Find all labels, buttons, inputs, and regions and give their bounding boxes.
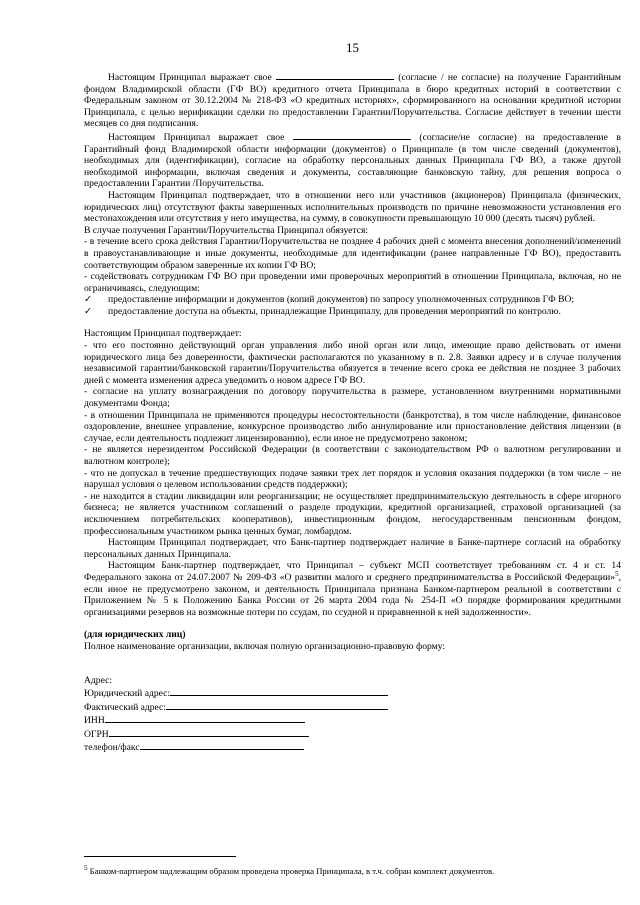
information-consent-blank[interactable]	[293, 130, 411, 140]
inn-field[interactable]	[105, 713, 305, 723]
actual-address-field[interactable]	[166, 700, 388, 710]
bank-msp-text-continued: , если иное не предусмотрено законом, и деятельность Принципала признана Банком-партнером реальной в соответствии с Приложением № 5 к Положению Банка России от 26 марта 2004 года № 254-П «О порядке формирования кредитными организациями резервов на возможные потери по ссудам, по ссудной и приравненной к ней задолженности».	[84, 571, 621, 618]
credit-report-consent-paragraph	[84, 70, 621, 130]
footnote-reference[interactable]: 5	[615, 569, 619, 578]
obligation-item: - в течение всего срока действия Гарантии/Поручительства не позднее 4 рабочих дней с момента внесения дополнений/изменений в правоустанавливающие и иные документы, необходимые для идентификации (ранее направленные ГФ ВО), предоставить соответствующим образом заверенные их копии ГФ ВО;	[84, 236, 621, 271]
inn-label: ИНН	[84, 715, 105, 727]
ogrn-row	[84, 727, 621, 741]
legal-address-row	[84, 686, 621, 700]
inn-row	[84, 713, 621, 727]
checklist-item-text: предоставление информации и документов (копий документов) по запросу уполномоченных сотрудников ГФ ВО;	[108, 294, 575, 306]
full-name-label: Полное наименование организации, включая полную организационно-правовую форму:	[84, 640, 446, 652]
footnote	[84, 866, 621, 876]
actual-address-row	[84, 700, 621, 714]
confirmation-item: - согласие на уплату вознаграждения по договору поручительства в размере, установленном внутренними нормативными документами Фонда;	[84, 386, 621, 410]
checklist-item-text: предоставление доступа на объекты, принадлежащие Принципалу, для проведения мероприятий по контролю.	[108, 305, 561, 317]
enforcement-confirmation-paragraph: Настоящим Принципал подтверждает, что в отношении него или участников (акционеров) Принципала (физических, юридических лиц) отсутствуют факты завершенных исполнительных производств по причине невозможности установления его местонахождения или отсутствия у него имущества, на сумму, в совокупности превышающую 10 000 (десять тысяч) рублей.	[84, 189, 621, 225]
legal-address-label: Юридический адрес:	[84, 688, 171, 700]
checkmark-icon: ✓	[84, 294, 93, 306]
phone-label: телефон/факс	[84, 742, 140, 754]
confirmation-item: - в отношении Принципала не применяются процедуры несостоятельности (банкротства), в том числе наблюдение, финансовое оздоровление, внешнее управление, конкурсное производство либо аннулирование или приостановление действия лицензии (в случае, если деятельность подлежит лицензированию), если иное не предусмотрено законом;	[84, 409, 621, 444]
obligation-item: - содействовать сотрудникам ГФ ВО при проведении ими проверочных мероприятий в отношении Принципала, включая, но не ограничиваясь, следующим:	[84, 271, 621, 294]
page-number: 15	[346, 40, 359, 55]
confirmation-item: - что не допускал в течение предшествующих подаче заявки трех лет порядок и условия оказания поддержки (в том числе – не нарушал условия о целевом использовании средств поддержки);	[84, 467, 621, 491]
address-label: Адрес:	[84, 674, 113, 686]
confirmation-item: - не находится в стадии ликвидации или реорганизации; не осуществляет предпринимательскую деятельность в сфере игорного бизнеса; не является участником соглашений о разделе продукции, кредитной организацией, страховой организацией (за исключением потребительских кооперативов), инвестиционным фондом, негосударственным пенсионным фондом, профессиональным участником рынка ценных бумаг, ломбардом.	[84, 490, 621, 537]
phone-row	[84, 740, 621, 754]
document-body	[84, 70, 621, 754]
information-consent-body: (согласие/не согласие) на предоставление в Гарантийный фонд Владимирской области информации (документов) о Принципале (в том числе сведений (документов), необходимых для (идентификации), согласие на обработку персональных данных Принципала ГФ ВО, а также другой необходимой информации, включая сведения и документы, составляющие банковскую тайну, для решения вопроса о предоставлении Гарантии /Поручительства.	[84, 131, 621, 190]
checklist-item	[84, 306, 621, 318]
obligations-intro: В случае получения Гарантии/Поручительства Принципал обязуется:	[84, 224, 369, 236]
checklist-item	[84, 294, 621, 306]
credit-report-consent-body: (согласие / не согласие) на получение Гарантийным фондом Владимирской области (ГФ ВО) кредитного отчета Принципала в бюро кредитных историй в соответствии с Федеральным законом от 30.12.2004 № 218-ФЗ «О кредитных историях», сформированного на основании кредитной истории Принципала, с целью верификации сделки по предоставлении Гарантии/Поручительства. Согласие действует в течении шести месяцев со дня подписания.	[84, 72, 622, 130]
confirmations-intro: Настоящим Принципал подтверждает:	[84, 328, 242, 340]
credit-report-consent-lead: Настоящим Принципал выражает свое	[108, 72, 272, 83]
actual-address-label: Фактический адрес:	[84, 701, 166, 713]
checkmark-icon: ✓	[84, 305, 93, 317]
phone-field[interactable]	[140, 740, 304, 750]
footnote-divider	[84, 856, 236, 857]
legal-entities-header: (для юридических лиц)	[84, 629, 186, 641]
bank-msp-text: Настоящим Банк-партнер подтверждает, что Принципал – субъект МСП соответствует требованиям ст. 4 и ст. 14 Федерального закона от 24.07.2007 № 209-ФЗ «О развитии малого и среднего предпринимательства в Российской Федерации»	[84, 560, 621, 583]
bank-msp-paragraph	[84, 560, 621, 618]
footnote-number: 5	[84, 864, 88, 873]
ogrn-field[interactable]	[109, 727, 309, 737]
confirmation-item: - не является нерезидентом Российской Федерации (в соответствии с законодательством РФ о валютном регулировании и валютном контроле);	[84, 444, 621, 467]
legal-address-field[interactable]	[170, 686, 388, 696]
confirmation-item: - что его постоянно действующий орган управления либо иной орган или лицо, имеющие право действовать от имени юридического лица без доверенности, фактически располагаются по указанному в п. 2.8. Заявки адресу и в случае получения независимой гарантии/банковской гарантии/Поручительства обязуется в течение всего срока ее действия не позднее 3 рабочих дней с момента изменения адреса уведомить о новом адресе ГФ ВО.	[84, 340, 621, 386]
information-consent-lead: Настоящим Принципал выражает свое	[108, 131, 285, 143]
information-consent-paragraph	[84, 130, 621, 190]
footnote-text: Банком-партнером надлежащим образом проведена проверка Принципала, в т.ч. собран комплект документов.	[89, 866, 495, 876]
address-row	[84, 675, 621, 687]
ogrn-label: ОГРН	[84, 728, 109, 740]
credit-report-consent-blank[interactable]	[276, 70, 394, 80]
bank-consent-paragraph: Настоящим Принципал подтверждает, что Банк-партнер подтверждает наличие в Банке-партнере согласий на обработку персональных данных Принципала.	[84, 537, 621, 560]
